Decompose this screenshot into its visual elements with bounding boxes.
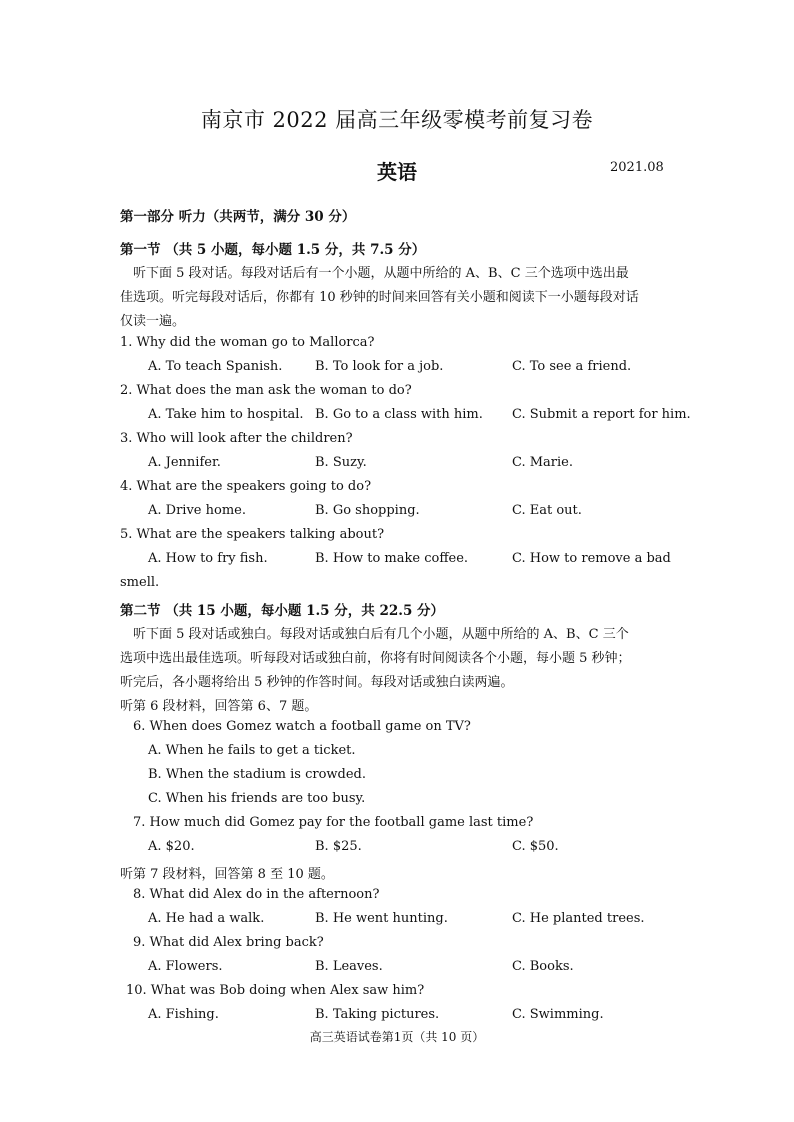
option-a: A. Flowers.	[148, 959, 223, 974]
option-c: C. He planted trees.	[512, 911, 645, 926]
option-a: A. Jennifer.	[148, 455, 221, 470]
question-stem: 9. What did Alex bring back?	[133, 935, 324, 950]
question-stem: 4. What are the speakers going to do?	[120, 479, 372, 494]
option-a: A. He had a walk.	[148, 911, 265, 926]
option-a: A. Fishing.	[148, 1007, 219, 1022]
option-c: C. When his friends are too busy.	[148, 791, 366, 806]
option-b: B. Taking pictures.	[315, 1007, 440, 1022]
option-b: B. He went hunting.	[315, 911, 448, 926]
question-stem: 7. How much did Gomez pay for the football game last time?	[133, 815, 534, 830]
question-stem: 2. What does the man ask the woman to do?	[120, 383, 412, 398]
option-c: C. Swimming.	[512, 1007, 604, 1022]
section2-instruction-line: 听下面 5 段对话或独白。每段对话或独白后有几个小题，从题中所给的 A、B、C 三个	[133, 627, 629, 642]
option-c: C. Submit a report for him.	[512, 407, 691, 422]
option-b: B. To look for a job.	[315, 359, 444, 374]
option-a: A. How to fry fish.	[148, 551, 268, 566]
option-c: C. Eat out.	[512, 503, 582, 518]
option-a: A. When he fails to get a ticket.	[148, 743, 356, 758]
option-b: B. How to make coffee.	[315, 551, 469, 566]
material-note: 听第 6 段材料，回答第 6、7 题。	[120, 699, 318, 714]
subject-title: 英语	[377, 160, 417, 184]
page-footer: 高三英语试卷第1页（共 10 页）	[309, 1030, 485, 1044]
option-b: B. When the stadium is crowded.	[148, 767, 367, 782]
section1-heading: 第一节 （共 5 小题，每小题 1.5 分，共 7.5 分）	[120, 242, 426, 258]
option-a: A. Drive home.	[148, 503, 246, 518]
option-b: B. $25.	[315, 839, 362, 854]
question-stem: 5. What are the speakers talking about?	[120, 527, 385, 542]
option-a: A. To teach Spanish.	[148, 359, 283, 374]
section2-instruction-line: 选项中选出最佳选项。听每段对话或独白前，你将有时间阅读各个小题，每小题 5 秒钟；	[120, 651, 631, 666]
exam-date: 2021.08	[610, 160, 664, 175]
question-stem: 10. What was Bob doing when Alex saw him?	[126, 983, 425, 998]
option-c-continued: smell.	[120, 575, 160, 590]
question-stem: 3. Who will look after the children?	[120, 431, 353, 446]
option-a: A. $20.	[148, 839, 195, 854]
question-stem: 8. What did Alex do in the afternoon?	[133, 887, 380, 902]
section1-instruction-line: 仅读一遍。	[120, 314, 186, 329]
option-b: B. Suzy.	[315, 455, 367, 470]
section2-instruction-line: 听完后，各小题将给出 5 秒钟的作答时间。每段对话或独白读两遍。	[120, 675, 514, 690]
option-b: B. Go to a class with him.	[315, 407, 483, 422]
section2-heading: 第二节 （共 15 小题，每小题 1.5 分，共 22.5 分）	[120, 603, 445, 619]
section1-instruction-line: 听下面 5 段对话。每段对话后有一个小题，从题中所给的 A、B、C 三个选项中选出最	[133, 266, 629, 281]
option-c: C. How to remove a bad	[512, 551, 671, 566]
option-b: B. Go shopping.	[315, 503, 420, 518]
option-c: C. $50.	[512, 839, 559, 854]
section1-instruction-line: 佳选项。听完每段对话后，你都有 10 秒钟的时间来回答有关小题和阅读下一小题每段对话	[120, 290, 639, 305]
option-a: A. Take him to hospital.	[148, 407, 304, 422]
option-b: B. Leaves.	[315, 959, 383, 974]
page-title: 南京市 2022 届高三年级零模考前复习卷	[200, 108, 594, 132]
option-c: C. To see a friend.	[512, 359, 632, 374]
part1-heading: 第一部分 听力（共两节，满分 30 分）	[120, 209, 356, 225]
material-note: 听第 7 段材料，回答第 8 至 10 题。	[120, 867, 334, 882]
option-c: C. Marie.	[512, 455, 574, 470]
option-c: C. Books.	[512, 959, 574, 974]
question-stem: 6. When does Gomez watch a football game on TV?	[133, 719, 471, 734]
question-stem: 1. Why did the woman go to Mallorca?	[120, 335, 375, 350]
